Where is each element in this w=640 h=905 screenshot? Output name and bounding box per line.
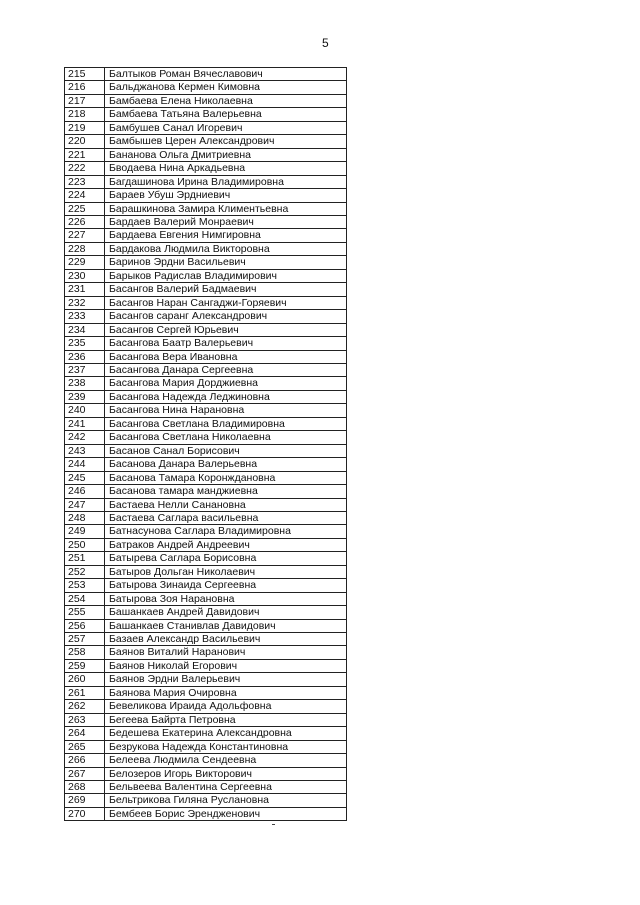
table-row <box>65 740 347 753</box>
row-number: 233 <box>65 310 105 323</box>
table-row <box>65 619 347 632</box>
table-row <box>65 363 347 376</box>
person-name: Бводаева Нина Аркадьевна <box>105 162 347 175</box>
person-name: Басангова Данара Сергеевна <box>105 363 347 376</box>
person-name: Балтыков Роман Вячеславович <box>105 68 347 81</box>
row-number: 252 <box>65 565 105 578</box>
row-number: 236 <box>65 350 105 363</box>
person-name: Башанкаев Андрей Давидович <box>105 606 347 619</box>
person-name: Барыков Радислав Владимирович <box>105 269 347 282</box>
table-row <box>65 417 347 430</box>
person-name: Бедешева Екатерина Александровна <box>105 727 347 740</box>
table-row <box>65 323 347 336</box>
person-name: Баянов Эрдни Валерьевич <box>105 673 347 686</box>
person-name: Баринов Эрдни Васильевич <box>105 256 347 269</box>
person-name: Белеева Людмила Сендеевна <box>105 754 347 767</box>
person-name: Батырова Зинаида Сергеевна <box>105 579 347 592</box>
table-row <box>65 807 347 820</box>
person-name: Бамбаева Елена Николаевна <box>105 94 347 107</box>
table-row <box>65 108 347 121</box>
table-row <box>65 390 347 403</box>
table-row <box>65 592 347 605</box>
row-number: 225 <box>65 202 105 215</box>
row-number: 240 <box>65 404 105 417</box>
person-name: Бастаева Саглара васильевна <box>105 511 347 524</box>
table-row <box>65 242 347 255</box>
person-name: Белозеров Игорь Викторович <box>105 767 347 780</box>
person-name: Батнасунова Саглара Владимировна <box>105 525 347 538</box>
table-row <box>65 781 347 794</box>
row-number: 229 <box>65 256 105 269</box>
row-number: 262 <box>65 700 105 713</box>
table-row <box>65 606 347 619</box>
row-number: 267 <box>65 767 105 780</box>
table-row <box>65 377 347 390</box>
row-number: 260 <box>65 673 105 686</box>
person-name: Бевеликова Ираида Адольфовна <box>105 700 347 713</box>
table-row <box>65 794 347 807</box>
table-row <box>65 162 347 175</box>
row-number: 231 <box>65 283 105 296</box>
row-number: 244 <box>65 458 105 471</box>
person-name: Баянов Николай Егорович <box>105 659 347 672</box>
table-row <box>65 121 347 134</box>
person-name: Бембеев Борис Эренджeнович <box>105 807 347 820</box>
person-name: Басангов саранг Александрович <box>105 310 347 323</box>
table-row <box>65 148 347 161</box>
table-row <box>65 511 347 524</box>
row-number: 249 <box>65 525 105 538</box>
row-number: 235 <box>65 337 105 350</box>
person-name: Басангова Светлана Владимировна <box>105 417 347 430</box>
person-name: Басангова Вера Ивановна <box>105 350 347 363</box>
person-name: Бамбаева Татьяна Валерьевна <box>105 108 347 121</box>
row-number: 223 <box>65 175 105 188</box>
person-name: Баянов Виталий Наранович <box>105 646 347 659</box>
person-name: Бельвеева Валентина Сергеевна <box>105 781 347 794</box>
person-name: Басанова Тамара Коронждановна <box>105 471 347 484</box>
row-number: 247 <box>65 498 105 511</box>
table-row <box>65 485 347 498</box>
person-name: Басанов Санал Борисович <box>105 444 347 457</box>
table-row <box>65 68 347 81</box>
person-name: Башанкаев Станивлав Давидович <box>105 619 347 632</box>
table-row <box>65 404 347 417</box>
table-row <box>65 565 347 578</box>
table-row <box>65 94 347 107</box>
scan-speck <box>272 824 275 825</box>
row-number: 242 <box>65 431 105 444</box>
row-number: 253 <box>65 579 105 592</box>
row-number: 269 <box>65 794 105 807</box>
row-number: 237 <box>65 363 105 376</box>
table-row <box>65 498 347 511</box>
names-table <box>64 67 347 821</box>
row-number: 243 <box>65 444 105 457</box>
table-row <box>65 202 347 215</box>
person-name: Батырева Саглара Борисовна <box>105 552 347 565</box>
row-number: 246 <box>65 485 105 498</box>
row-number: 248 <box>65 511 105 524</box>
row-number: 222 <box>65 162 105 175</box>
person-name: Батырова Зоя Наранoвна <box>105 592 347 605</box>
row-number: 239 <box>65 390 105 403</box>
person-name: Багдашинова Ирина Владимировна <box>105 175 347 188</box>
row-number: 227 <box>65 229 105 242</box>
person-name: Басанова тамара манджиевна <box>105 485 347 498</box>
person-name: Бельтрикова Гиляна Руслановна <box>105 794 347 807</box>
person-name: Бананова Ольга Дмитриевна <box>105 148 347 161</box>
row-number: 255 <box>65 606 105 619</box>
row-number: 234 <box>65 323 105 336</box>
row-number: 270 <box>65 807 105 820</box>
row-number: 258 <box>65 646 105 659</box>
person-name: Бальджанова Кермен Кимовна <box>105 81 347 94</box>
row-number: 224 <box>65 189 105 202</box>
row-number: 221 <box>65 148 105 161</box>
table-row <box>65 431 347 444</box>
row-number: 250 <box>65 538 105 551</box>
person-name: Баянова Мария Очировна <box>105 686 347 699</box>
table-row <box>65 767 347 780</box>
row-number: 238 <box>65 377 105 390</box>
table-row <box>65 229 347 242</box>
names-table-body <box>65 68 347 821</box>
person-name: Басангов Сергей Юрьевич <box>105 323 347 336</box>
row-number: 259 <box>65 659 105 672</box>
table-row <box>65 538 347 551</box>
person-name: Бастаева Нелли Сананoвна <box>105 498 347 511</box>
person-name: Батраков Андрей Андреевич <box>105 538 347 551</box>
table-row <box>65 444 347 457</box>
row-number: 263 <box>65 713 105 726</box>
table-row <box>65 700 347 713</box>
row-number: 220 <box>65 135 105 148</box>
table-row <box>65 189 347 202</box>
person-name: Безрукова Надежда Константиновна <box>105 740 347 753</box>
table-row <box>65 175 347 188</box>
row-number: 232 <box>65 296 105 309</box>
table-row <box>65 713 347 726</box>
table-row <box>65 81 347 94</box>
row-number: 226 <box>65 215 105 228</box>
row-number: 219 <box>65 121 105 134</box>
table-row <box>65 310 347 323</box>
person-name: Басангова Мария Дорджиевна <box>105 377 347 390</box>
person-name: Бардаева Евгения Нимгировна <box>105 229 347 242</box>
person-name: Басангов Валерий Бадмаевич <box>105 283 347 296</box>
table-row <box>65 283 347 296</box>
row-number: 218 <box>65 108 105 121</box>
table-row <box>65 633 347 646</box>
person-name: Бегеева Байрта Петровна <box>105 713 347 726</box>
table-row <box>65 579 347 592</box>
table-row <box>65 269 347 282</box>
table-row <box>65 659 347 672</box>
row-number: 228 <box>65 242 105 255</box>
person-name: Бардаев Валерий Монраевич <box>105 215 347 228</box>
person-name: Басангова Баатр Валерьевич <box>105 337 347 350</box>
person-name: Бардакова Людмила Викторовна <box>105 242 347 255</box>
table-row <box>65 135 347 148</box>
person-name: Бамбушев Санал Игоревич <box>105 121 347 134</box>
table-row <box>65 754 347 767</box>
row-number: 266 <box>65 754 105 767</box>
row-number: 264 <box>65 727 105 740</box>
table-row <box>65 215 347 228</box>
table-row <box>65 256 347 269</box>
person-name: Басангова Нина Наранoвна <box>105 404 347 417</box>
person-name: Басангов Наран Сангаджи-Горяевич <box>105 296 347 309</box>
row-number: 251 <box>65 552 105 565</box>
table-row <box>65 458 347 471</box>
row-number: 217 <box>65 94 105 107</box>
person-name: Батыров Дольган Николаевич <box>105 565 347 578</box>
person-name: Басангова Светлана Николаевна <box>105 431 347 444</box>
person-name: Барашкинова Замира Климентьевна <box>105 202 347 215</box>
row-number: 268 <box>65 781 105 794</box>
row-number: 245 <box>65 471 105 484</box>
table-row <box>65 471 347 484</box>
person-name: Базаев Александр Васильевич <box>105 633 347 646</box>
person-name: Басанова Данара Валерьевна <box>105 458 347 471</box>
table-row <box>65 525 347 538</box>
table-row <box>65 337 347 350</box>
person-name: Басангова Надежда Леджиновна <box>105 390 347 403</box>
row-number: 254 <box>65 592 105 605</box>
row-number: 216 <box>65 81 105 94</box>
page-number: 5 <box>322 36 329 50</box>
table-row <box>65 552 347 565</box>
table-row <box>65 686 347 699</box>
person-name: Бамбышев Церен Александрович <box>105 135 347 148</box>
row-number: 241 <box>65 417 105 430</box>
row-number: 230 <box>65 269 105 282</box>
table-row <box>65 673 347 686</box>
table-row <box>65 646 347 659</box>
table-row <box>65 727 347 740</box>
person-name: Бараев Убуш Эрдниевич <box>105 189 347 202</box>
table-row <box>65 296 347 309</box>
table-row <box>65 350 347 363</box>
row-number: 257 <box>65 633 105 646</box>
row-number: 265 <box>65 740 105 753</box>
row-number: 261 <box>65 686 105 699</box>
row-number: 256 <box>65 619 105 632</box>
row-number: 215 <box>65 68 105 81</box>
